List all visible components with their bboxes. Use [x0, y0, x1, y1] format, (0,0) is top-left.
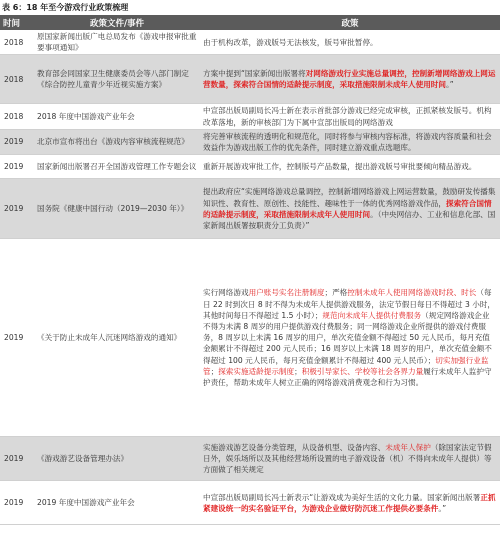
row-policy — [200, 437, 500, 481]
policy-highlight: 切实加强行业监管 — [203, 355, 489, 376]
row-event: 2018 年度中国游戏产业年会 — [34, 104, 200, 129]
row-policy — [200, 239, 500, 437]
table-row — [0, 129, 500, 154]
table-row — [0, 437, 500, 481]
row-event: 教育部会同国家卫生健康委员会等八部门制定《综合防控儿童青少年近视实施方案》 — [34, 55, 200, 104]
policy-text: 中宣部出版局副局长冯士新在表示首批部分游戏已经完成审核，正抓紧核发版号。机构改革落地，新的审核部门为下属中宣部出版局的网络游戏 — [203, 106, 492, 127]
policy-text: （规定网络游戏企业不得为未满 8 周岁的用户提供游戏付费服务；同一网络游戏企业所提供的游戏付费服务，8 周岁以上未满 16 周岁的用户，单次充值金额不得超过 50 元人民币，每月充值金额累计不得超过 200 元人民币；16 周岁以上未满 18 周岁的用户，单次充值金额不得超过 100 元人民币，每月充值金额累计不得超过 400 元人民币）； — [203, 310, 492, 365]
table-row — [0, 481, 500, 525]
policy-highlight: 探索实施适龄提示制度 — [218, 366, 295, 376]
policy-text: 。（中央网信办、工业和信息化部、国家新闻出版署按职责分工负责）” — [203, 209, 496, 230]
policy-highlight: 用户账号实名注册制度 — [248, 288, 325, 298]
row-year: 2019 — [0, 239, 34, 437]
row-event: 国务院《健康中国行动（2019—2030 年）》 — [34, 179, 200, 239]
table-row — [0, 155, 500, 179]
row-policy — [200, 179, 500, 239]
policy-text: 由于机构改革，游戏版号无法核发，版号审批暂停。 — [203, 37, 378, 47]
policy-highlight: 正抓紧建设统一的实名验证平台，为游戏企业做好防沉迷工作提供必要条件 — [203, 492, 496, 513]
table-row — [0, 30, 500, 55]
policy-text: ； — [294, 366, 302, 376]
policy-text: 。” — [438, 503, 447, 513]
row-year: 2018 — [0, 30, 34, 55]
policy-text: （除国家法定节假日外，娱乐场所以及其他经营场所设置的电子游戏设备（机）不得向未成年人提供）等方面做了相关规定 — [203, 442, 492, 475]
table-caption: 表 6：18 年至今游戏行业政策梳理 — [2, 3, 129, 12]
policy-text: ；严格 — [324, 288, 348, 298]
row-year: 2018 — [0, 55, 34, 104]
table-row — [0, 179, 500, 239]
header-policy: 政策 — [200, 15, 500, 30]
policy-highlight: 控制未成年人使用网络游戏时段、时长 — [347, 288, 477, 298]
row-year: 2019 — [0, 129, 34, 154]
row-year: 2019 — [0, 155, 34, 179]
row-event: 2019 年度中国游戏产业年会 — [34, 481, 200, 525]
policy-text: 将完善审核流程的透明化和规范化，同时将参与审核内容标准，将游戏内容质量和社会效益作为游戏出版工作的优先条件，同时建立游戏重点选题库。 — [203, 131, 492, 153]
policy-text: 方案中提到“国家新闻出版署将 — [203, 69, 306, 79]
policy-text: 实行网络游戏 — [203, 288, 249, 298]
policy-text: 重新开展游戏审批工作，控制版号产品数量，提出游戏版号审批要倾向精品游戏。 — [203, 162, 477, 172]
policy-text: 中宣部出版局副局长冯士新表示“让游戏成为美好生活的文化力量。国家新闻出版署 — [203, 492, 481, 502]
policy-highlight: 积极引导家长、学校等社会各界力量 — [301, 366, 424, 376]
header-event: 政策文件/事件 — [34, 15, 200, 30]
row-year: 2019 — [0, 179, 34, 239]
row-policy — [200, 55, 500, 104]
policy-text: 履行未成年人监护守护责任，帮助未成年人树立正确的网络游戏消费观念和行为习惯。 — [203, 366, 492, 387]
policy-text: （每日 22 时到次日 8 时不得为未成年人提供游戏服务，法定节假日每日不得超过 3 小时，其他时间每日不得超过 1.5 小时）； — [203, 288, 495, 320]
policy-highlight: 对网络游戏行业实施总量调控，控制新增网络游戏上网运营数量，探索符合国情的适龄提示制度，采取措施限制未成年人使用时间 — [203, 69, 496, 90]
row-policy — [200, 129, 500, 154]
policy-table — [0, 15, 500, 525]
row-policy — [200, 155, 500, 179]
policy-highlight: 规范向未成年人提供付费服务 — [322, 310, 422, 320]
table-row — [0, 239, 500, 437]
row-policy — [200, 30, 500, 55]
policy-text: 。” — [446, 80, 454, 90]
table-row — [0, 104, 500, 129]
table-header-row — [0, 15, 500, 30]
policy-text: ； — [210, 366, 219, 376]
header-time: 时间 — [0, 15, 34, 30]
row-event: 《游戏游艺设备管理办法》 — [34, 437, 200, 481]
row-event: 北京市宣布将出台《游戏内容审核流程规范》 — [34, 129, 200, 154]
row-event: 国家新闻出版署召开全国游戏管理工作专题会议 — [34, 155, 200, 179]
table-row — [0, 55, 500, 104]
row-event: 原国家新闻出版广电总局发布《游戏申报审批重要事项通知》 — [34, 30, 200, 55]
policy-highlight: 探索符合国情的适龄提示制度，采取措施限制未成年人使用时间 — [203, 198, 492, 219]
row-policy — [200, 481, 500, 525]
policy-text: 提出政府应“实施网络游戏总量调控，控制新增网络游戏上网运营数量，鼓励研发传播集知识性、教育性、原创性、技能性、趣味性于一体的优秀网络游戏作品， — [203, 187, 496, 208]
policy-text: 实施游戏游艺设备分类管理，从设备机型、设备内容、 — [203, 442, 386, 452]
row-policy — [200, 104, 500, 129]
policy-highlight: 未成年人保护 — [385, 442, 431, 452]
row-year: 2018 — [0, 104, 34, 129]
row-year: 2019 — [0, 437, 34, 481]
row-event: 《关于防止未成年人沉迷网络游戏的通知》 — [34, 239, 200, 437]
row-year: 2019 — [0, 481, 34, 525]
